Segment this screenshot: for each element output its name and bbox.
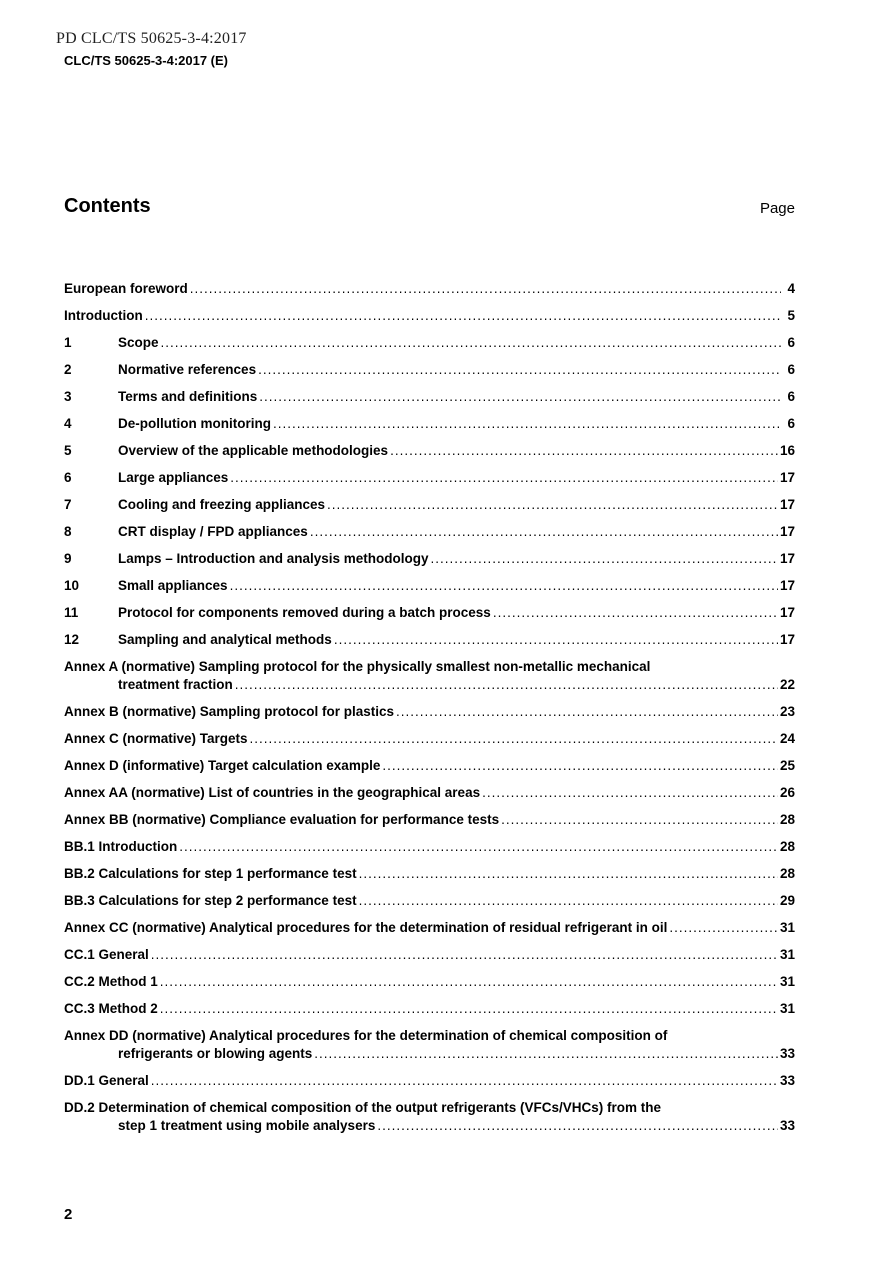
toc-entry-line (64, 388, 795, 406)
toc-entry-page: 28 (779, 866, 795, 881)
toc-entry-number: 12 (64, 632, 80, 647)
toc-leader-dots (259, 388, 781, 406)
document-header-id: PD CLC/TS 50625-3-4:2017 (56, 30, 247, 47)
toc-entry[interactable] (64, 604, 795, 631)
toc-leader-dots (145, 307, 781, 325)
toc-entry-page: 22 (779, 677, 795, 692)
toc-entry-line (64, 703, 795, 721)
toc-entry[interactable] (64, 280, 795, 307)
toc-entry-line (64, 469, 795, 487)
toc-entry-title: Cooling and freezing appliances (118, 497, 326, 512)
toc-entry[interactable] (64, 442, 795, 469)
toc-entry-line (64, 973, 795, 991)
toc-entry-title: Annex C (normative) Targets (64, 731, 248, 746)
toc-entry-page: 17 (779, 632, 795, 647)
toc-entry-line (64, 334, 795, 352)
toc-leader-dots (230, 577, 778, 595)
toc-entry-title: Annex DD (normative) Analytical procedures for the determination of chemical composition of (64, 1028, 668, 1043)
toc-leader-dots (258, 361, 781, 379)
toc-leader-dots (151, 1072, 778, 1090)
toc-entry-line (64, 1045, 795, 1063)
toc-entry-line (64, 604, 795, 622)
toc-entry-title: Terms and definitions (118, 389, 258, 404)
toc-leader-dots (250, 730, 778, 748)
toc-entry-number: 7 (64, 497, 72, 512)
toc-entry-number: 5 (64, 443, 72, 458)
toc-entry-title: CC.2 Method 1 (64, 974, 158, 989)
toc-entry-title: Small appliances (118, 578, 228, 593)
toc-entry[interactable] (64, 784, 795, 811)
toc-entry[interactable] (64, 1000, 795, 1027)
toc-entry-title: Lamps – Introduction and analysis methodology (118, 551, 429, 566)
toc-entry-line (64, 577, 795, 595)
toc-entry-page: 17 (779, 497, 795, 512)
toc-entry-line (64, 838, 795, 856)
toc-entry[interactable] (64, 838, 795, 865)
page-column-label: Page (759, 200, 795, 217)
toc-entry-page: 33 (779, 1046, 795, 1061)
toc-entry-line (64, 811, 795, 829)
toc-leader-dots (501, 811, 778, 829)
toc-entry[interactable] (64, 1072, 795, 1099)
toc-entry-page: 26 (779, 785, 795, 800)
toc-entry-title: Sampling and analytical methods (118, 632, 332, 647)
toc-entry[interactable] (64, 496, 795, 523)
toc-entry-page: 33 (779, 1118, 795, 1133)
toc-entry[interactable] (64, 550, 795, 577)
toc-entry-number: 11 (64, 605, 79, 620)
toc-entry-title: BB.2 Calculations for step 1 performance test (64, 866, 357, 881)
toc-entry-title: Overview of the applicable methodologies (118, 443, 389, 458)
toc-leader-dots (377, 1117, 778, 1135)
toc-entry-page: 17 (779, 524, 795, 539)
toc-entry-number: 3 (64, 389, 72, 404)
toc-entry-line (64, 496, 795, 514)
toc-entry[interactable] (64, 865, 795, 892)
toc-leader-dots (314, 1045, 778, 1063)
toc-entry[interactable] (64, 1027, 795, 1072)
toc-entry-title: Annex A (normative) Sampling protocol for the physically smallest non-metallic mechanical (64, 659, 651, 674)
toc-entry-title: CC.3 Method 2 (64, 1001, 158, 1016)
toc-entry-number: 2 (64, 362, 72, 377)
toc-leader-dots (161, 334, 781, 352)
toc-entry-line (64, 442, 795, 460)
toc-entry-line (64, 892, 795, 910)
toc-entry-line (64, 919, 795, 937)
toc-entry-page: 24 (779, 731, 795, 746)
toc-entry-page: 31 (779, 1001, 795, 1016)
toc-entry-page: 4 (787, 281, 795, 296)
toc-entry-title: CRT display / FPD appliances (118, 524, 308, 539)
toc-entry-line (64, 307, 795, 325)
toc-entry-line (64, 730, 795, 748)
toc-leader-dots (273, 415, 781, 433)
toc-leader-dots (396, 703, 778, 721)
toc-entry-page: 31 (779, 974, 795, 989)
document-header-code: CLC/TS 50625-3-4:2017 (E) (64, 53, 229, 68)
toc-entry-page: 17 (779, 470, 795, 485)
toc-entry-page: 6 (787, 362, 795, 377)
contents-title: Contents (64, 195, 151, 217)
toc-entry-title: Annex CC (normative) Analytical procedures for the determination of residual refrigerant in oil (64, 920, 668, 935)
toc-leader-dots (359, 892, 778, 910)
toc-entry-number: 4 (64, 416, 72, 431)
toc-entry-title: Annex B (normative) Sampling protocol for plastics (64, 704, 395, 719)
toc-entry-line (64, 676, 795, 694)
toc-entry-line (64, 784, 795, 802)
toc-entry-line (64, 1072, 795, 1090)
toc-entry-line (64, 946, 795, 964)
toc-entry-line (64, 415, 795, 433)
toc-entry[interactable] (64, 1099, 795, 1144)
toc-entry[interactable] (64, 811, 795, 838)
toc-entry-page: 17 (779, 578, 795, 593)
toc-entry-line (64, 1099, 795, 1117)
toc-entry-page: 17 (779, 605, 795, 620)
toc-entry-number: 8 (64, 524, 72, 539)
toc-entry-number: 1 (64, 335, 72, 350)
toc-leader-dots (431, 550, 778, 568)
toc-leader-dots (669, 919, 778, 937)
toc-entry-title: European foreword (64, 281, 188, 296)
toc-entry-line (64, 1117, 795, 1135)
toc-entry-line (64, 865, 795, 883)
toc-leader-dots (334, 631, 778, 649)
toc-entry[interactable] (64, 469, 795, 496)
toc-entry-page: 6 (787, 389, 795, 404)
toc-entry-title-continued: step 1 treatment using mobile analysers (118, 1118, 376, 1133)
toc-entry-title: Normative references (118, 362, 257, 377)
toc-entry-title: BB.3 Calculations for step 2 performance test (64, 893, 357, 908)
toc-entry-page: 23 (779, 704, 795, 719)
toc-entry[interactable] (64, 631, 795, 658)
toc-entry-page: 28 (779, 839, 795, 854)
toc-leader-dots (310, 523, 778, 541)
toc-entry-page: 33 (779, 1073, 795, 1088)
toc-entry-line (64, 1027, 795, 1045)
toc-entry-title: BB.1 Introduction (64, 839, 178, 854)
toc-entry-number: 10 (64, 578, 80, 593)
toc-leader-dots (359, 865, 778, 883)
toc-entry[interactable] (64, 307, 795, 334)
toc-leader-dots (235, 676, 778, 694)
toc-entry[interactable] (64, 946, 795, 973)
page-number: 2 (64, 1206, 73, 1223)
toc-entry[interactable] (64, 757, 795, 784)
toc-leader-dots (160, 973, 778, 991)
toc-entry-page: 31 (779, 947, 795, 962)
toc-entry-page: 5 (787, 308, 795, 323)
toc-entry-number: 9 (64, 551, 72, 566)
toc-entry[interactable] (64, 577, 795, 604)
toc-leader-dots (230, 469, 778, 487)
toc-leader-dots (493, 604, 778, 622)
toc-entry[interactable] (64, 334, 795, 361)
toc-entry[interactable] (64, 658, 795, 703)
toc-entry-page: 6 (787, 416, 795, 431)
toc-leader-dots (160, 1000, 778, 1018)
toc-entry-title: Large appliances (118, 470, 229, 485)
toc-entry-title: Protocol for components removed during a batch process (118, 605, 491, 620)
toc-entry[interactable] (64, 973, 795, 1000)
toc-entry-title: CC.1 General (64, 947, 149, 962)
toc-entry-line (64, 361, 795, 379)
toc-entry-page: 29 (779, 893, 795, 908)
toc-entry-line (64, 658, 795, 676)
toc-leader-dots (482, 784, 778, 802)
toc-entry-title: De-pollution monitoring (118, 416, 271, 431)
toc-entry-title: Introduction (64, 308, 143, 323)
toc-entry-page: 28 (779, 812, 795, 827)
toc-leader-dots (327, 496, 778, 514)
toc-entry[interactable] (64, 523, 795, 550)
toc-entry-line (64, 757, 795, 775)
toc-entry[interactable] (64, 703, 795, 730)
toc-entry[interactable] (64, 919, 795, 946)
toc-entry-page: 31 (779, 920, 795, 935)
toc-entry-page: 17 (779, 551, 795, 566)
toc-leader-dots (190, 280, 781, 298)
toc-entry-line (64, 523, 795, 541)
toc-entry-line (64, 631, 795, 649)
toc-entry[interactable] (64, 730, 795, 757)
toc-leader-dots (390, 442, 778, 460)
toc-entry[interactable] (64, 892, 795, 919)
toc-entry-line (64, 1000, 795, 1018)
toc-entry-title: DD.1 General (64, 1073, 149, 1088)
toc-entry-page: 25 (779, 758, 795, 773)
table-of-contents (64, 280, 795, 1144)
toc-entry-title: Annex AA (normative) List of countries in the geographical areas (64, 785, 481, 800)
toc-entry-line (64, 550, 795, 568)
toc-leader-dots (151, 946, 778, 964)
toc-entry[interactable] (64, 361, 795, 388)
toc-entry[interactable] (64, 415, 795, 442)
toc-entry[interactable] (64, 388, 795, 415)
toc-entry-title-continued: treatment fraction (118, 677, 233, 692)
toc-entry-number: 6 (64, 470, 72, 485)
toc-entry-page: 6 (787, 335, 795, 350)
toc-entry-line (64, 280, 795, 298)
toc-entry-title: DD.2 Determination of chemical composition of the output refrigerants (VFCs/VHCs) from the (64, 1100, 662, 1115)
toc-entry-title: Annex BB (normative) Compliance evaluation for performance tests (64, 812, 500, 827)
toc-leader-dots (179, 838, 778, 856)
toc-entry-title-continued: refrigerants or blowing agents (118, 1046, 313, 1061)
toc-entry-title: Scope (118, 335, 159, 350)
toc-entry-title: Annex D (informative) Target calculation example (64, 758, 381, 773)
toc-leader-dots (382, 757, 778, 775)
toc-entry-page: 16 (779, 443, 795, 458)
